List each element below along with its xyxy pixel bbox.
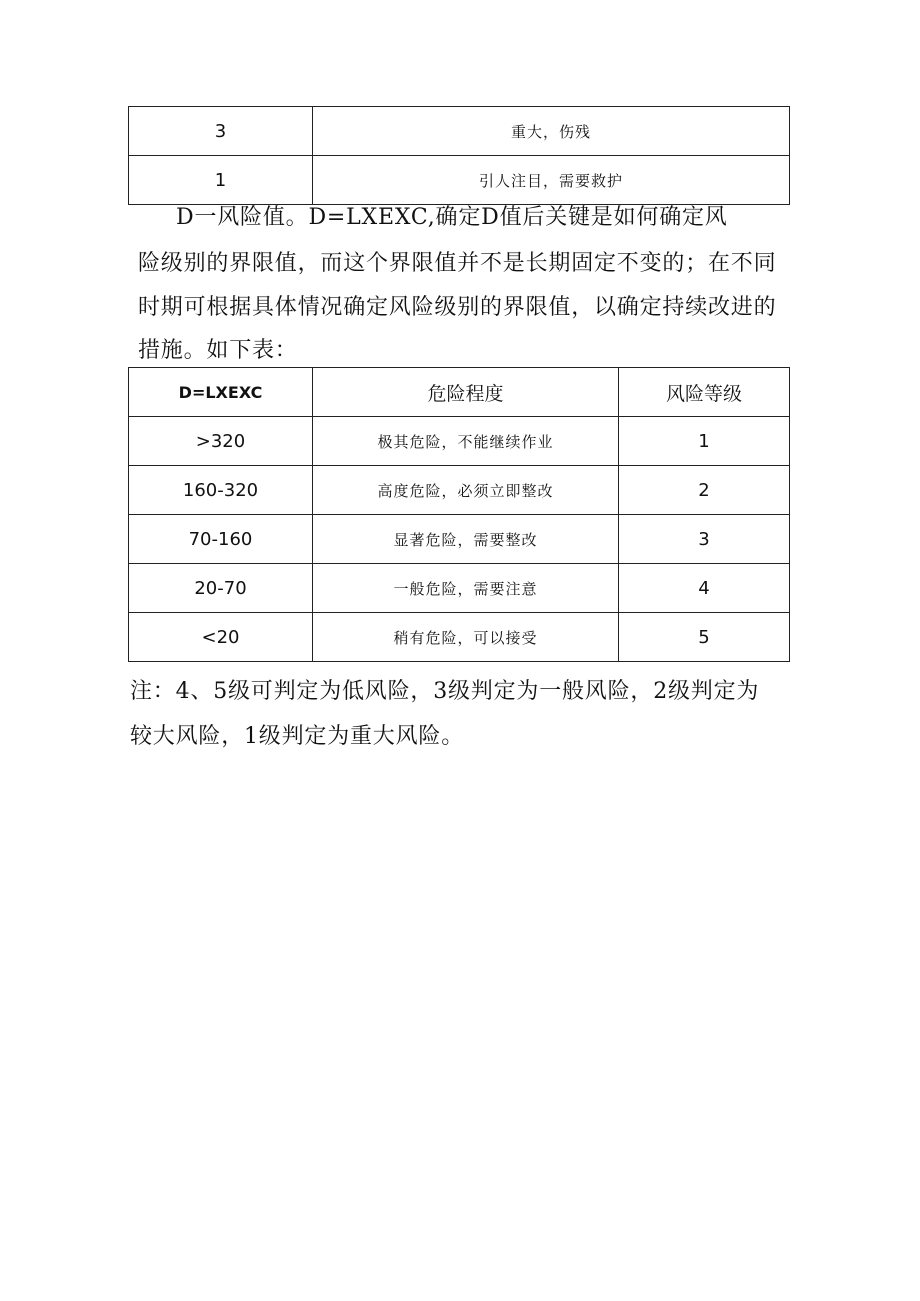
danger-degree-cell: 一般危险，需要注意 bbox=[313, 564, 619, 613]
note-line-1: 注：4、5级可判定为低风险，3级判定为一般风险，2级判定为 bbox=[130, 679, 760, 704]
table-row bbox=[129, 564, 790, 613]
d-range-cell: <20 bbox=[129, 613, 313, 662]
danger-degree-cell: 稍有危险，可以接受 bbox=[313, 613, 619, 662]
severity-table bbox=[128, 106, 790, 205]
severity-description-cell: 重大，伤残 bbox=[313, 107, 790, 156]
column-header-d-value: D=LXEXC bbox=[129, 368, 313, 417]
severity-score-cell: 1 bbox=[129, 156, 313, 205]
d-range-cell: 160-320 bbox=[129, 466, 313, 515]
table-row bbox=[129, 107, 790, 156]
column-header-danger-degree: 危险程度 bbox=[313, 368, 619, 417]
risk-level-table bbox=[128, 367, 790, 662]
danger-degree-cell: 极其危险，不能继续作业 bbox=[313, 417, 619, 466]
explanation-line-4: 措施。如下表： bbox=[138, 338, 298, 363]
explanation-line-2: 险级别的界限值，而这个界限值并不是长期固定不变的；在不同 bbox=[138, 251, 777, 276]
severity-description-cell: 引人注目，需要救护 bbox=[313, 156, 790, 205]
risk-level-cell: 5 bbox=[619, 613, 790, 662]
d-range-cell: >320 bbox=[129, 417, 313, 466]
d-range-cell: 20-70 bbox=[129, 564, 313, 613]
risk-level-cell: 2 bbox=[619, 466, 790, 515]
table-header-row bbox=[129, 368, 790, 417]
column-header-risk-level: 风险等级 bbox=[619, 368, 790, 417]
danger-degree-cell: 显著危险，需要整改 bbox=[313, 515, 619, 564]
risk-level-cell: 4 bbox=[619, 564, 790, 613]
risk-level-cell: 3 bbox=[619, 515, 790, 564]
severity-score-cell: 3 bbox=[129, 107, 313, 156]
table-row bbox=[129, 417, 790, 466]
danger-degree-cell: 高度危险，必须立即整改 bbox=[313, 466, 619, 515]
table-row bbox=[129, 515, 790, 564]
table-row bbox=[129, 613, 790, 662]
note-line-2: 较大风险，1级判定为重大风险。 bbox=[130, 724, 464, 749]
risk-level-cell: 1 bbox=[619, 417, 790, 466]
d-range-cell: 70-160 bbox=[129, 515, 313, 564]
explanation-line-3: 时期可根据具体情况确定风险级别的界限值，以确定持续改进的 bbox=[138, 295, 777, 320]
explanation-line-1: D一风险值。D=LXEXC,确定D值后关键是如何确定风 bbox=[176, 205, 728, 230]
table-row bbox=[129, 466, 790, 515]
